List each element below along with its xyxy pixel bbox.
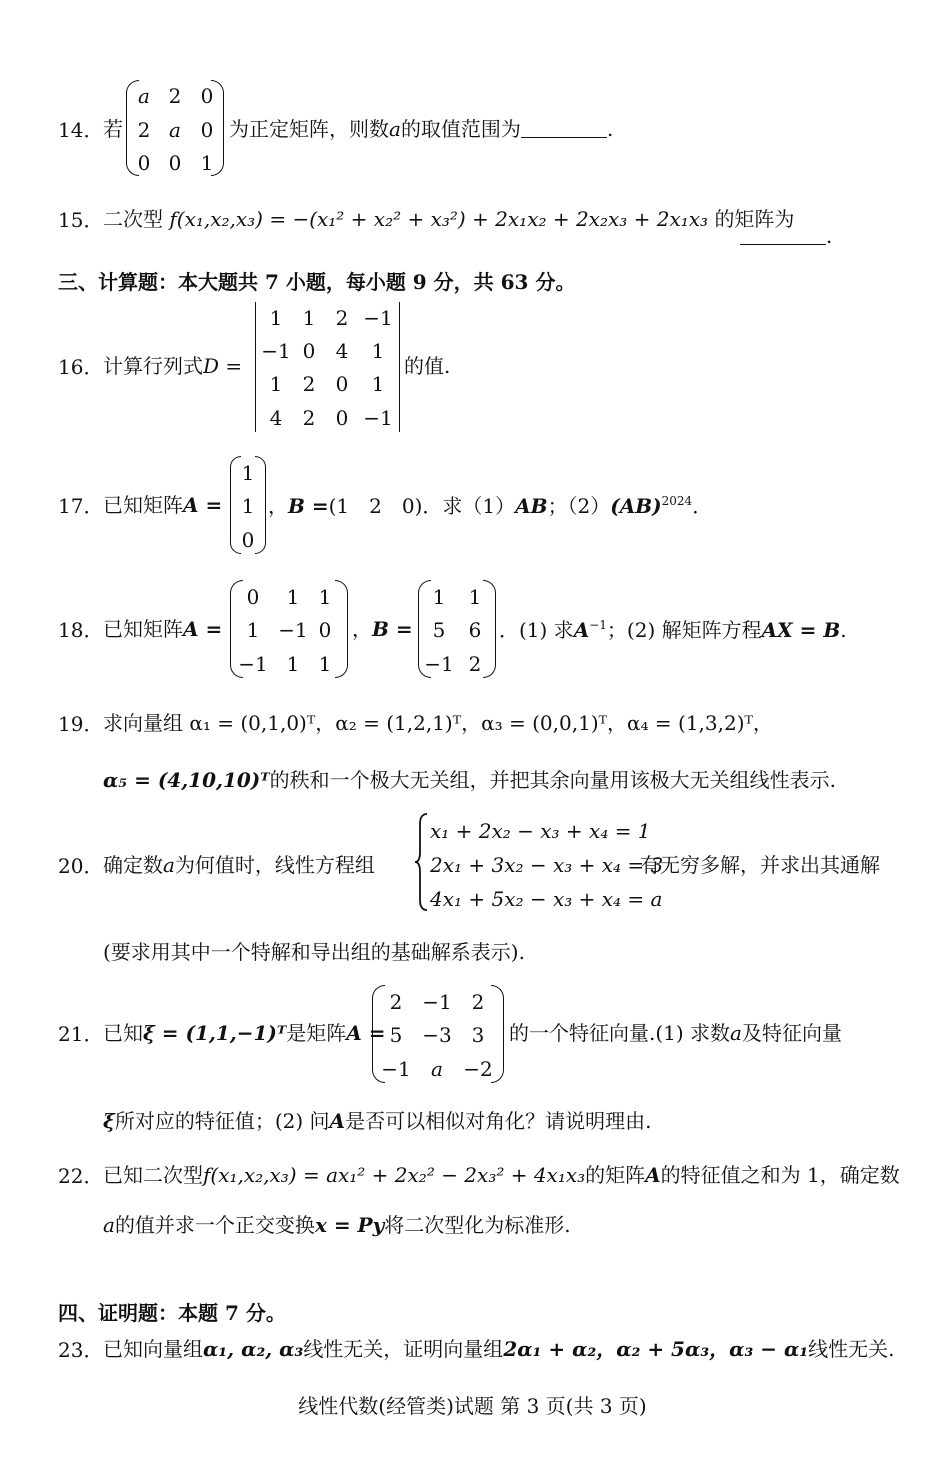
q22-a-label: A — [645, 1163, 661, 1187]
q16-cell: −1 — [363, 306, 393, 330]
q21-cell: 5 — [389, 1023, 403, 1047]
q22-line2 — [103, 1215, 571, 1235]
q17-b-label: B = — [288, 494, 329, 518]
q20-text-pre — [103, 855, 375, 875]
q21-xi-2: ξ — [103, 1109, 115, 1133]
q18-b-cell: 1 — [432, 585, 446, 609]
q16-cell: −1 — [261, 339, 291, 363]
q19-line1: 求向量组 α₁ = (0,1,0)ᵀ，α₂ = (1,2,1)ᵀ，α₃ = (0,0,1)ᵀ，α₄ = (1,3,2)ᵀ， — [103, 711, 773, 735]
q16-cell: 0 — [335, 372, 349, 396]
q21-pre2: 是矩阵 — [286, 1021, 347, 1045]
q16-cell: −1 — [363, 406, 393, 430]
q17-exp: 2024 — [661, 494, 693, 508]
q19-number: 19． — [58, 712, 104, 736]
q17-cell: 1 — [241, 461, 255, 485]
q23-post: 线性无关. — [808, 1337, 895, 1361]
q22-pre: 已知二次型 — [103, 1163, 203, 1187]
q21-cell: 3 — [471, 1023, 485, 1047]
q22-eq: x = Py — [314, 1213, 385, 1237]
q21-line2-d: 是否可以相似对角化？请说明理由. — [345, 1109, 652, 1133]
q20-var: a — [163, 853, 175, 877]
q17-a-label: A = — [183, 493, 223, 517]
q21-post2: 及特征向量 — [741, 1021, 842, 1045]
q21-cell: −3 — [422, 1023, 452, 1047]
q16-cell: 4 — [269, 406, 283, 430]
q16-cell: 4 — [335, 339, 349, 363]
q18-a-cell: 1 — [286, 585, 300, 609]
q18-sep: ， — [352, 617, 372, 641]
q23-number: 23． — [58, 1338, 104, 1362]
q20-pre: 确定数 — [103, 853, 163, 877]
q18-a-cell: 0 — [318, 618, 332, 642]
q22-var: a — [103, 1213, 115, 1237]
q18-mid: ；(2) 解矩阵方程 — [606, 618, 762, 642]
q14-number: 14． — [58, 118, 104, 142]
q22-expr: f(x₁,x₂,x₃) = ax₁² + 2x₂² − 2x₃² + 4x₁x₃ — [203, 1163, 586, 1187]
q16-text-post: 的值. — [404, 354, 451, 378]
q17-matrix-a — [230, 456, 266, 554]
q18-a-cell: 1 — [246, 618, 260, 642]
q16-lhs: D = — [203, 354, 243, 378]
q20-text-post: 有无穷多解，并求出其通解 — [640, 853, 880, 877]
q15-blank-line — [740, 226, 832, 246]
q16-cell: 1 — [269, 306, 283, 330]
q15-text — [103, 209, 794, 229]
q18-b-label: B = — [372, 617, 413, 641]
q15-expr: f(x₁,x₂,x₃) = −(x₁² + x₂² + x₃²) + 2x₁x₂ + 2x₂x₃ + 2x₁x₃ — [169, 207, 709, 231]
q21-cell: −2 — [463, 1057, 493, 1081]
q18-b-label-line — [352, 619, 413, 639]
q18-a-cell: 1 — [318, 585, 332, 609]
q21-cell: −1 — [381, 1057, 411, 1081]
q14-text-pre: 若 — [103, 117, 123, 141]
q23-mid: 线性无关，证明向量组 — [303, 1337, 504, 1361]
q14-var: a — [389, 117, 401, 141]
q20-line2: (要求用其中一个特解和导出组的基础解系表示). — [103, 940, 525, 964]
q15-post: 的矩阵为 — [714, 207, 795, 231]
q18-invexp: −1 — [589, 618, 607, 632]
q22-line2-b: 的值并求一个正交变换 — [114, 1213, 315, 1237]
q21-pre: 已知 — [103, 1021, 143, 1045]
q20-eq-3: 4x₁ + 5x₂ − x₃ + x₄ = a — [430, 887, 663, 911]
brace-icon — [413, 812, 429, 912]
section-3-heading: 三、计算题：本大题共 7 小题，每小题 9 分，共 63 分。 — [58, 270, 576, 294]
q21-cell: −1 — [422, 990, 452, 1014]
q20-brace — [413, 812, 429, 912]
q18-a-cell: −1 — [278, 618, 308, 642]
q18-a-cell: 1 — [286, 652, 300, 676]
q19-line2 — [103, 770, 836, 790]
q23-vectors2: 2α₁ + α₂，α₂ + 5α₃，α₃ − α₁ — [503, 1337, 809, 1361]
q17-text-pre — [103, 495, 222, 515]
q14-cell: 2 — [137, 118, 151, 142]
q14-end: . — [606, 117, 614, 141]
q21-var: a — [730, 1021, 742, 1045]
q18-end: . — [840, 618, 847, 642]
q22-line1 — [103, 1165, 900, 1185]
q14-cell: 2 — [168, 84, 182, 108]
q18-b-cell: 5 — [432, 618, 446, 642]
q18-number: 18． — [58, 618, 104, 642]
q21-xi: ξ = (1,1,−1)ᵀ — [143, 1021, 287, 1045]
q18-a-cell: −1 — [238, 652, 268, 676]
q16-number: 16． — [58, 355, 104, 379]
q18-post: ．(1) 求 — [499, 618, 574, 642]
q14-cell: a — [169, 118, 181, 142]
q15-number: 15． — [58, 208, 104, 232]
section-4-heading: 四、证明题：本题 7 分。 — [58, 1301, 286, 1325]
q18-a-cell: 0 — [246, 585, 260, 609]
q23-text — [103, 1339, 894, 1359]
q16-cell: 2 — [335, 306, 349, 330]
q21-cell: 2 — [389, 990, 403, 1014]
q16-cell: 1 — [302, 306, 316, 330]
q14-matrix — [126, 80, 224, 176]
q17-number: 17． — [58, 494, 104, 518]
q21-number: 21． — [58, 1022, 104, 1046]
q17-ab: AB — [515, 494, 548, 518]
q18-a-cell: 1 — [318, 652, 332, 676]
q19-line2-text: 的秩和一个极大无关组，并把其余向量用该极大无关组线性表示. — [269, 768, 836, 792]
q16-cell: 1 — [371, 339, 385, 363]
q22-number: 22． — [58, 1164, 104, 1188]
q14-blank — [521, 137, 607, 138]
q20-eq-1: x₁ + 2x₂ − x₃ + x₄ = 1 — [430, 819, 651, 843]
q17-post: ．求（1） — [422, 494, 516, 518]
q15-pre: 二次型 — [103, 207, 163, 231]
q21-matrix — [372, 985, 504, 1083]
q15-blank — [740, 244, 826, 245]
q16-cell: 0 — [302, 339, 316, 363]
page-footer: 线性代数(经管类)试题 第 3 页(共 3 页) — [298, 1394, 647, 1418]
q21-a-label: A = — [346, 1021, 386, 1045]
q18-b-cell: 2 — [468, 652, 482, 676]
q16-text-pre — [103, 356, 242, 376]
q19-alpha5: α₅ = (4,10,10)ᵀ — [103, 768, 270, 792]
q17-cell: 0 — [241, 528, 255, 552]
q14-cell: 0 — [168, 151, 182, 175]
q23-vectors: α₁, α₂, α₃ — [203, 1337, 304, 1361]
q14-cell: 0 — [200, 84, 214, 108]
q16-pre: 计算行列式 — [103, 354, 203, 378]
q17-sep: ， — [268, 494, 288, 518]
q21-text-pre — [103, 1023, 386, 1043]
q21-a-2: A — [329, 1109, 346, 1133]
q21-line2-b: 所对应的特征值；(2) 问 — [114, 1109, 330, 1133]
q16-determinant — [255, 302, 400, 434]
q18-b-cell: 6 — [468, 618, 482, 642]
q17-end: ． — [692, 494, 713, 518]
q17-mid: ；（2） — [547, 494, 611, 518]
q20-pre2: 为何值时，线性方程组 — [174, 853, 375, 877]
q14-text-post — [229, 119, 613, 139]
q17-pre: 已知矩阵 — [103, 493, 183, 517]
q23-pre: 已知向量组 — [103, 1337, 203, 1361]
q18-text-pre — [103, 619, 222, 639]
q22-line2-c: 将二次型化为标准形. — [384, 1213, 571, 1237]
q15-end: . — [826, 224, 833, 248]
q14-cell: a — [138, 84, 150, 108]
q14-cell: 0 — [200, 118, 214, 142]
q21-text-post — [509, 1023, 842, 1043]
q21-post: 的一个特征向量.(1) 求数 — [509, 1021, 731, 1045]
q20-number: 20． — [58, 854, 104, 878]
q16-cell: 1 — [371, 372, 385, 396]
q14-post2: 的取值范围为 — [400, 117, 521, 141]
q17-cell: 1 — [241, 494, 255, 518]
q16-cell: 0 — [335, 406, 349, 430]
q14-post: 为正定矩阵，则数 — [229, 117, 389, 141]
q14-cell: 0 — [137, 151, 151, 175]
q18-matrix-b — [418, 580, 496, 678]
q22-post: 的特征值之和为 1，确定数 — [660, 1163, 900, 1187]
q18-eq: AX = B — [761, 618, 841, 642]
q18-b-cell: 1 — [468, 585, 482, 609]
q18-pre: 已知矩阵 — [103, 617, 183, 641]
q18-matrix-a — [230, 580, 348, 678]
q18-text-post — [499, 619, 847, 640]
q21-line2 — [103, 1111, 651, 1131]
q17-text-post — [268, 495, 712, 516]
q16-cell: 1 — [269, 372, 283, 396]
q18-b-cell: −1 — [424, 652, 454, 676]
q16-cell: 2 — [302, 372, 316, 396]
q22-mid: 的矩阵 — [585, 1163, 646, 1187]
q21-cell: a — [431, 1057, 443, 1081]
q21-cell: 2 — [471, 990, 485, 1014]
q17-b-row: (1 2 0) — [328, 494, 423, 518]
q18-ainv: A — [573, 618, 590, 642]
q14-cell: 1 — [200, 151, 214, 175]
q17-ab2: (AB) — [610, 494, 662, 518]
q20-eq-2: 2x₁ + 3x₂ − x₃ + x₄ = 3 — [430, 853, 664, 877]
q18-a-label: A = — [183, 617, 223, 641]
q16-cell: 2 — [302, 406, 316, 430]
